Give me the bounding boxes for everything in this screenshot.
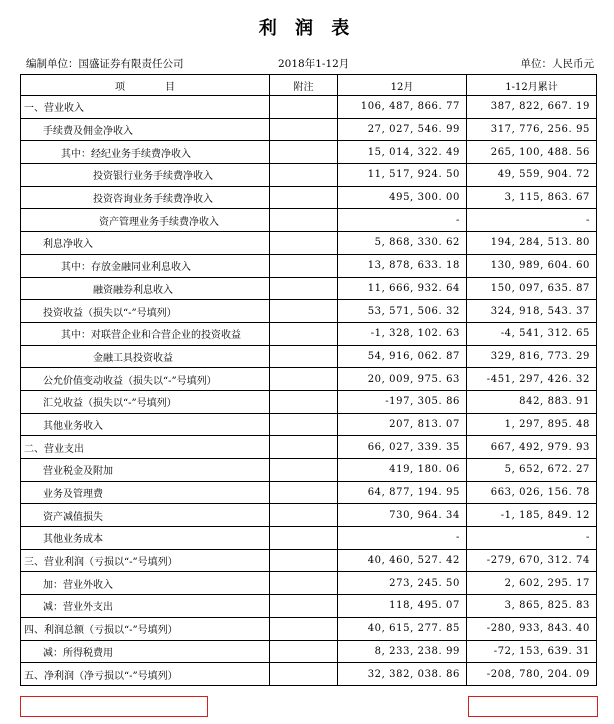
- row-month-value: 118, 495. 07: [338, 595, 467, 618]
- row-month-value: 15, 014, 322. 49: [338, 141, 467, 164]
- row-label: 利息净收入: [21, 232, 270, 255]
- row-month-value: 495, 300. 00: [338, 186, 467, 209]
- table-row: [21, 595, 597, 618]
- row-label: 营业税金及附加: [21, 459, 270, 482]
- row-label: 投资收益（损失以“-”号填列）: [21, 300, 270, 323]
- row-ytd-value: -72, 153, 639. 31: [467, 640, 597, 663]
- row-ytd-value: 324, 918, 543. 37: [467, 300, 597, 323]
- row-ytd-value: 663, 026, 156. 78: [467, 481, 597, 504]
- row-note: [270, 617, 338, 640]
- row-ytd-value: -208, 780, 204. 09: [467, 663, 597, 686]
- row-month-value: 53, 571, 506. 32: [338, 300, 467, 323]
- row-label: 投资银行业务手续费净收入: [21, 164, 270, 187]
- row-label: 二、营业支出: [21, 436, 270, 459]
- row-note: [270, 640, 338, 663]
- row-label: 金融工具投资收益: [21, 345, 270, 368]
- row-note: [270, 663, 338, 686]
- row-label: 其他业务成本: [21, 527, 270, 550]
- table-row: [21, 527, 597, 550]
- table-row: [21, 164, 597, 187]
- row-note: [270, 459, 338, 482]
- row-ytd-value: 194, 284, 513. 80: [467, 232, 597, 255]
- row-label: 加：营业外收入: [21, 572, 270, 595]
- row-note: [270, 232, 338, 255]
- table-row: [21, 436, 597, 459]
- header-ytd: 1-12月累计: [467, 75, 597, 96]
- income-statement-table: [20, 74, 597, 686]
- row-ytd-value: 3, 115, 863. 67: [467, 186, 597, 209]
- row-ytd-value: 130, 989, 604. 60: [467, 254, 597, 277]
- table-row: [21, 232, 597, 255]
- row-ytd-value: 387, 822, 667. 19: [467, 96, 597, 119]
- table-row: [21, 617, 597, 640]
- highlight-box-net-profit-label: [20, 696, 208, 717]
- row-ytd-value: 49, 559, 904. 72: [467, 164, 597, 187]
- row-ytd-value: 150, 097, 635. 87: [467, 277, 597, 300]
- row-label: 汇兑收益（损失以“-”号填列）: [21, 390, 270, 413]
- row-label: 其中：对联营企业和合营企业的投资收益: [21, 322, 270, 345]
- table-row: [21, 368, 597, 391]
- row-note: [270, 345, 338, 368]
- table-row: [21, 481, 597, 504]
- row-month-value: 20, 009, 975. 63: [338, 368, 467, 391]
- row-note: [270, 436, 338, 459]
- row-note: [270, 390, 338, 413]
- row-note: [270, 595, 338, 618]
- row-ytd-value: 329, 816, 773. 29: [467, 345, 597, 368]
- row-label: 减：所得税费用: [21, 640, 270, 663]
- row-note: [270, 186, 338, 209]
- row-month-value: 5, 868, 330. 62: [338, 232, 467, 255]
- row-month-value: 27, 027, 546. 99: [338, 118, 467, 141]
- row-ytd-value: 667, 492, 979. 93: [467, 436, 597, 459]
- preparer-label: 编制单位：国盛证券有限责任公司: [26, 58, 184, 70]
- row-note: [270, 141, 338, 164]
- row-label: 其他业务收入: [21, 413, 270, 436]
- row-note: [270, 254, 338, 277]
- row-label: 五、净利润（净亏损以“-”号填列）: [21, 663, 270, 686]
- row-note: [270, 300, 338, 323]
- row-ytd-value: 1, 297, 895. 48: [467, 413, 597, 436]
- row-month-value: 106, 487, 866. 77: [338, 96, 467, 119]
- row-ytd-value: -4, 541, 312. 65: [467, 322, 597, 345]
- row-note: [270, 504, 338, 527]
- row-ytd-value: 842, 883. 91: [467, 390, 597, 413]
- table-row: [21, 663, 597, 686]
- row-label: 减：营业外支出: [21, 595, 270, 618]
- table-header-row: [21, 75, 597, 96]
- row-ytd-value: -: [467, 209, 597, 232]
- row-note: [270, 481, 338, 504]
- table-row: [21, 254, 597, 277]
- row-month-value: 40, 615, 277. 85: [338, 617, 467, 640]
- row-month-value: -: [338, 209, 467, 232]
- table-row: [21, 322, 597, 345]
- row-ytd-value: 265, 100, 488. 56: [467, 141, 597, 164]
- header-item: 项 目: [21, 75, 270, 96]
- row-label: 其中：经纪业务手续费净收入: [21, 141, 270, 164]
- table-row: [21, 413, 597, 436]
- header-note: 附注: [270, 75, 338, 96]
- row-ytd-value: -279, 670, 312. 74: [467, 549, 597, 572]
- row-month-value: 730, 964. 34: [338, 504, 467, 527]
- period-label: 2018年1-12月: [278, 58, 350, 70]
- row-month-value: 40, 460, 527. 42: [338, 549, 467, 572]
- row-ytd-value: 5, 652, 672. 27: [467, 459, 597, 482]
- table-row: [21, 640, 597, 663]
- table-row: [21, 572, 597, 595]
- table-row: [21, 300, 597, 323]
- row-label: 融资融券利息收入: [21, 277, 270, 300]
- table-row: [21, 186, 597, 209]
- row-note: [270, 96, 338, 119]
- row-note: [270, 277, 338, 300]
- table-row: [21, 277, 597, 300]
- row-month-value: 11, 517, 924. 50: [338, 164, 467, 187]
- row-label: 资产减值损失: [21, 504, 270, 527]
- row-note: [270, 322, 338, 345]
- row-month-value: 13, 878, 633. 18: [338, 254, 467, 277]
- row-ytd-value: 3, 865, 825. 83: [467, 595, 597, 618]
- row-month-value: 8, 233, 238. 99: [338, 640, 467, 663]
- row-month-value: -197, 305. 86: [338, 390, 467, 413]
- table-row: [21, 118, 597, 141]
- table-row: [21, 209, 597, 232]
- row-ytd-value: -1, 185, 849. 12: [467, 504, 597, 527]
- row-note: [270, 549, 338, 572]
- row-label: 其中：存放金融同业利息收入: [21, 254, 270, 277]
- row-label: 资产管理业务手续费净收入: [21, 209, 270, 232]
- row-note: [270, 527, 338, 550]
- row-note: [270, 118, 338, 141]
- row-note: [270, 164, 338, 187]
- table-row: [21, 504, 597, 527]
- row-note: [270, 572, 338, 595]
- statement-title: 利 润 表: [258, 18, 356, 39]
- table-row: [21, 459, 597, 482]
- row-month-value: 66, 027, 339. 35: [338, 436, 467, 459]
- row-month-value: 273, 245. 50: [338, 572, 467, 595]
- row-ytd-value: -451, 297, 426. 32: [467, 368, 597, 391]
- table-row: [21, 390, 597, 413]
- row-label: 一、营业收入: [21, 96, 270, 119]
- row-label: 业务及管理费: [21, 481, 270, 504]
- row-note: [270, 413, 338, 436]
- row-month-value: 207, 813. 07: [338, 413, 467, 436]
- header-month: 12月: [338, 75, 467, 96]
- row-label: 公允价值变动收益（损失以“-”号填列）: [21, 368, 270, 391]
- row-ytd-value: -: [467, 527, 597, 550]
- row-note: [270, 368, 338, 391]
- row-label: 三、营业利润（亏损以“-”号填列）: [21, 549, 270, 572]
- row-month-value: 54, 916, 062. 87: [338, 345, 467, 368]
- row-month-value: -1, 328, 102. 63: [338, 322, 467, 345]
- row-month-value: 32, 382, 038. 86: [338, 663, 467, 686]
- highlight-box-net-profit-ytd: [468, 696, 598, 717]
- row-ytd-value: -280, 933, 843. 40: [467, 617, 597, 640]
- row-label: 投资咨询业务手续费净收入: [21, 186, 270, 209]
- table-row: [21, 549, 597, 572]
- row-label: 四、利润总额（亏损以“-”号填列）: [21, 617, 270, 640]
- row-month-value: 11, 666, 932. 64: [338, 277, 467, 300]
- row-note: [270, 209, 338, 232]
- row-ytd-value: 2, 602, 295. 17: [467, 572, 597, 595]
- row-month-value: 419, 180. 06: [338, 459, 467, 482]
- table-row: [21, 96, 597, 119]
- table-row: [21, 345, 597, 368]
- row-month-value: 64, 877, 194. 95: [338, 481, 467, 504]
- row-month-value: -: [338, 527, 467, 550]
- row-label: 手续费及佣金净收入: [21, 118, 270, 141]
- row-ytd-value: 317, 776, 256. 95: [467, 118, 597, 141]
- currency-unit-label: 单位：人民币元: [520, 58, 594, 70]
- table-row: [21, 141, 597, 164]
